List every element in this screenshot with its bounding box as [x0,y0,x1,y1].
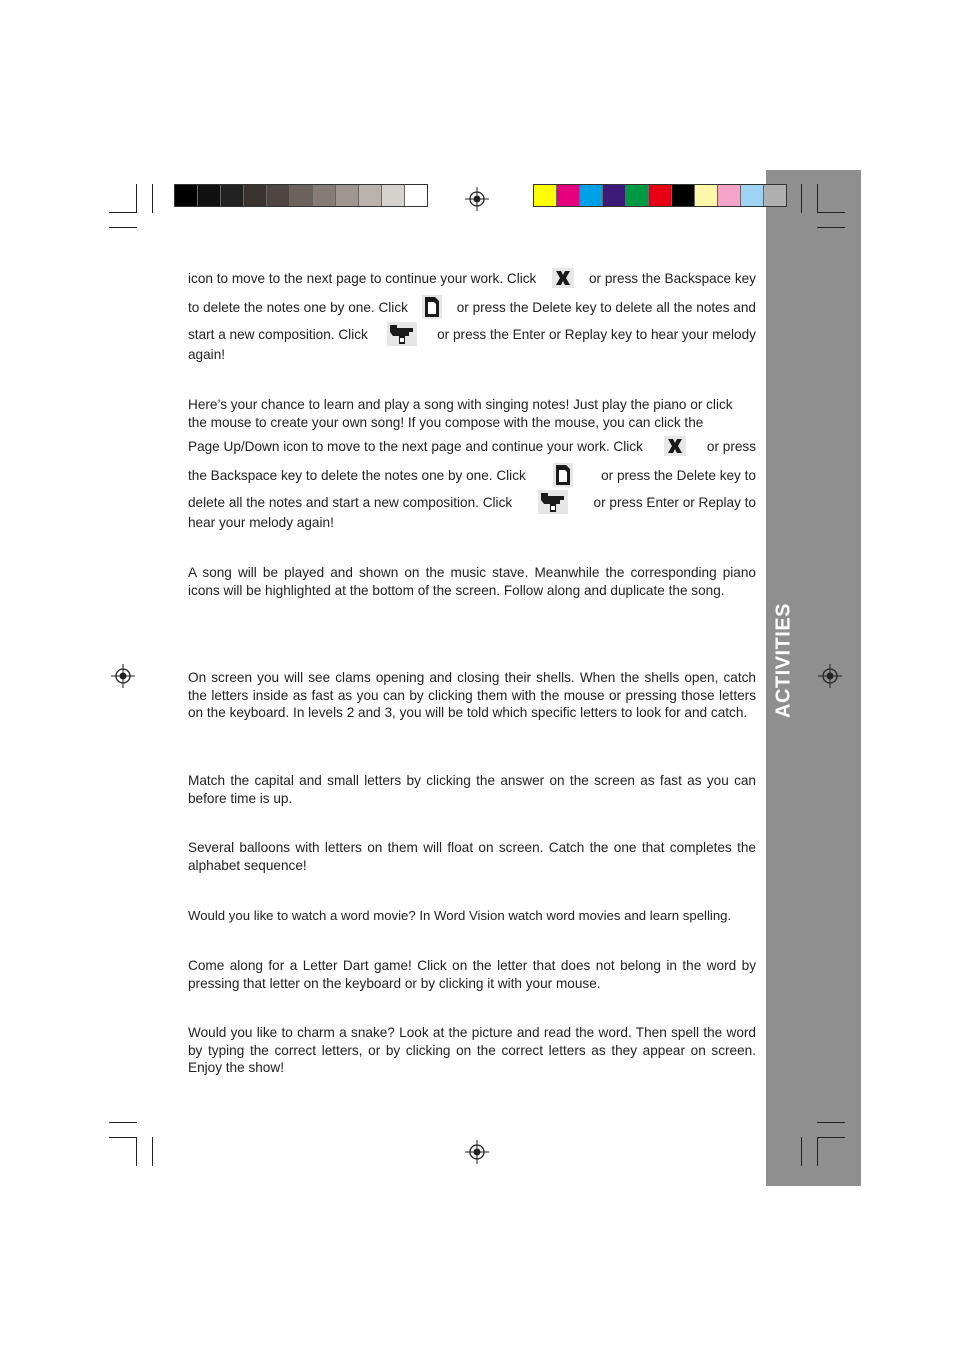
paragraph-9: Would you like to charm a snake? Look at the picture and read the word. Then spell the word by typing the correct letters, or by clicking on the correct letters as they appear on screen. Enjoy the show! [188,1025,756,1075]
p2-line-3: Page Up/Down icon to move to the next page and continue your work. Click or press [188,436,756,456]
p1-line-4: again! [188,347,226,362]
color-swatch [557,185,580,206]
p1-line-1: icon to move to the next page to continue your work. Click or press the Backspace key [188,268,756,288]
crop-mark [817,184,818,213]
crop-mark [801,184,802,213]
crop-mark [109,227,137,228]
crop-mark [136,1137,137,1166]
registration-mark-icon [111,664,135,688]
crop-mark [817,227,845,228]
color-swatch [267,185,290,206]
color-swatch [626,185,649,206]
color-swatch [359,185,382,206]
delete-note-icon [552,268,574,288]
color-swatch [290,185,313,206]
color-swatch [244,185,267,206]
crop-mark [136,184,137,213]
color-swatch [603,185,626,206]
p2-line-2: the mouse to create your own song! If you compose with the mouse, you can click the [188,415,704,430]
replay-hand-icon [538,490,568,514]
crop-mark [817,1122,845,1123]
color-swatch [695,185,718,206]
crop-mark [109,212,137,213]
replay-hand-icon [387,322,417,346]
new-page-icon [553,463,573,487]
p2-line-4: the Backspace key to delete the notes one by one. Click or press the Delete key to [188,463,756,487]
color-swatch [313,185,336,206]
crop-mark [817,1137,818,1166]
gray-calibration-bar [174,184,428,207]
color-swatch [741,185,764,206]
color-swatch [336,185,359,206]
paragraph-4: On screen you will see clams opening and closing their shells. When the shells open, catch the letters inside as fast as you can by clicking them with the mouse or pressing those letters on the keyboard. In levels 2 and 3, you will be told which specific letters to look for and catch. [188,670,756,720]
color-swatch [672,185,695,206]
crop-mark [152,184,153,213]
paragraph-8: Come along for a Letter Dart game! Click on the letter that does not belong in the word by pressing that letter on the keyboard or by clicking it with your mouse. [188,958,756,991]
p2-line-6: hear your melody again! [188,515,334,530]
paragraph-6: Several balloons with letters on them will float on screen. Catch the one that completes the alphabet sequence! [188,840,756,873]
paragraph-3: A song will be played and shown on the music stave. Meanwhile the corresponding piano icons will be highlighted at the bottom of the screen. Follow along and duplicate the song. [188,565,756,598]
crop-mark [817,212,845,213]
crop-mark [152,1137,153,1166]
registration-mark-icon [818,664,842,688]
new-page-icon [422,295,442,319]
delete-note-icon [664,436,686,456]
color-swatch [718,185,741,206]
color-swatch [649,185,672,206]
color-swatch [580,185,603,206]
paragraph-7: Would you like to watch a word movie? In Word Vision watch word movies and learn spelling. [188,908,732,923]
p1-line-3: start a new composition. Click or press the Enter or Replay key to hear your melody [188,322,756,346]
crop-mark [801,1137,802,1166]
color-swatch [764,185,786,206]
color-swatch [405,185,427,206]
crop-mark [109,1137,137,1138]
color-swatch [175,185,198,206]
sidebar-label: ACTIVITIES [772,602,795,718]
color-swatch [198,185,221,206]
color-swatch [221,185,244,206]
color-swatch [382,185,405,206]
color-calibration-bar [533,184,787,207]
color-swatch [534,185,557,206]
paragraph-5: Match the capital and small letters by clicking the answer on the screen as fast as you can before time is up. [188,773,756,806]
p1-line-2: to delete the notes one by one. Click or press the Delete key to delete all the notes and [188,295,756,319]
registration-mark-icon [465,1140,489,1164]
crop-mark [109,1122,137,1123]
p2-line-5: delete all the notes and start a new composition. Click or press Enter or Replay to [188,490,756,514]
registration-mark-icon [465,187,489,211]
crop-mark [817,1137,845,1138]
p2-line-1: Here’s your chance to learn and play a song with singing notes! Just play the piano or click [188,397,733,412]
